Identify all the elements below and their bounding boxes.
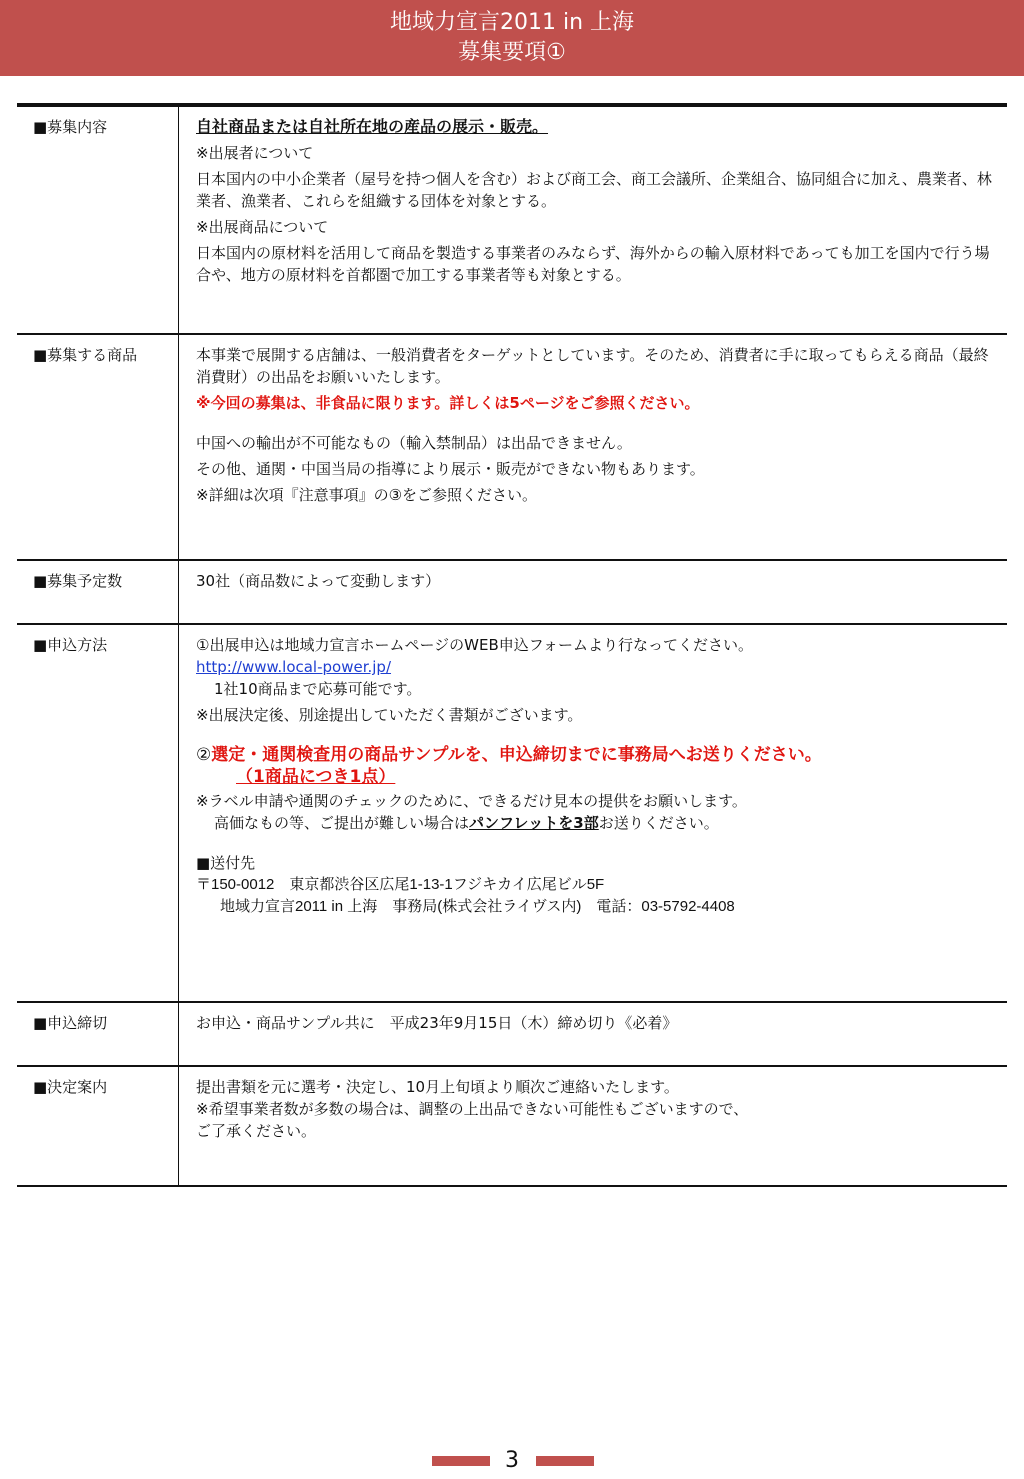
section-heading: 自社商品または自社所在地の産品の展示・販売。 xyxy=(196,117,549,136)
text-line: 提出書類を元に選考・決定し、10月上旬頃より順次ご連絡いたします。 xyxy=(196,1078,679,1096)
text-line: その他、通関・中国当局の指導により展示・販売ができない物もあります。 xyxy=(196,460,705,478)
row-label: ■募集内容 xyxy=(17,107,179,333)
table-row xyxy=(17,335,1007,561)
text-line: ※出展者について xyxy=(196,144,314,162)
text-line: 日本国内の中小企業者（屋号を持つ個人を含む）および商工会、商工会議所、企業組合、協同組合に加え、農業者、林業者、漁業者、これらを組織する団体を対象とする。 xyxy=(196,170,992,210)
text-line: お申込・商品サンプル共に 平成23年9月15日（木）締め切り《必着》 xyxy=(196,1014,678,1032)
table-row xyxy=(17,1003,1007,1067)
row-label: ■募集する商品 xyxy=(17,335,179,559)
row-label: ■募集予定数 xyxy=(17,561,179,623)
row-label: ■決定案内 xyxy=(17,1067,179,1185)
text-line: 1社10商品まで応募可能です。 xyxy=(214,680,422,698)
notice-line: （1商品につき1点） xyxy=(236,767,396,787)
text-line: ※詳細は次項『注意事項』の③をご参照ください。 xyxy=(196,486,538,504)
notice-line: 選定・通関検査用の商品サンプルを、申込締切までに事務局へお送りください。 xyxy=(211,745,822,765)
circled-number: ② xyxy=(196,745,212,765)
text-line: ※出展決定後、別途提出していただく書類がございます。 xyxy=(196,706,583,724)
row-content xyxy=(179,1067,1007,1185)
page-footer xyxy=(0,1448,1024,1478)
text-line: ■送付先 xyxy=(196,854,256,872)
page-header xyxy=(0,0,1024,76)
row-content xyxy=(179,625,1007,1001)
table-row xyxy=(17,625,1007,1003)
address-line: 地域力宣言2011 in 上海 事務局(株式会社ライヴス内) 電話：03-5792-4408 xyxy=(220,898,735,915)
text-fragment: 高価なもの等、ご提出が難しい場合は xyxy=(214,814,470,832)
row-label: ■申込締切 xyxy=(17,1003,179,1065)
text-line: ご了承ください。 xyxy=(196,1122,317,1140)
table-row xyxy=(17,561,1007,625)
header-title: 地域力宣言2011 in 上海 xyxy=(389,10,635,35)
footer-bar-left xyxy=(432,1456,490,1466)
page-number: 3 xyxy=(505,1448,519,1473)
text-line: 中国への輸出が不可能なもの（輸入禁制品）は出品できません。 xyxy=(196,434,632,452)
text-line: 30社（商品数によって変動します） xyxy=(196,572,441,590)
text-line: ※ラベル申請や通関のチェックのために、できるだけ見本の提供をお願いします。 xyxy=(196,792,747,810)
text-line: ※希望事業者数が多数の場合は、調整の上出品できない可能性もございますので、 xyxy=(196,1100,749,1118)
text-line: ①出展申込は地域力宣言ホームページのWEB申込フォームより行なってください。 xyxy=(196,636,754,654)
row-label: ■申込方法 xyxy=(17,625,179,1001)
text-line: ※出展商品について xyxy=(196,218,329,236)
text-line: 日本国内の原材料を活用して商品を製造する事業者のみならず、海外からの輸入原材料であっても加工を国内で行う場合や、地方の原材料を首都圏で加工する事業者等も対象とする。 xyxy=(196,244,990,284)
text-line: 本事業で展開する店舗は、一般消費者をターゲットとしています。そのため、消費者に手に取ってもらえる商品（最終消費財）の出品をお願いいたします。 xyxy=(196,346,989,386)
table-row xyxy=(17,107,1007,335)
row-content xyxy=(179,335,1007,559)
footer-bar-right xyxy=(536,1456,594,1466)
header-subtitle: 募集要項① xyxy=(458,40,566,65)
row-content xyxy=(179,107,1007,333)
website-link[interactable]: http://www.local-power.jp/ xyxy=(196,658,392,676)
requirements-table xyxy=(17,103,1007,1187)
address-line: 〒150-0012 東京都渋谷区広尾1-13-1フジキカイ広尾ビル5F xyxy=(196,876,605,893)
row-content xyxy=(179,1003,1007,1065)
row-content xyxy=(179,561,1007,623)
notice-line: ※今回の募集は、非食品に限ります。詳しくは5ページをご参照ください。 xyxy=(196,394,700,412)
emphasis-text: パンフレットを3部 xyxy=(469,814,599,832)
table-row xyxy=(17,1067,1007,1187)
text-fragment: お送りください。 xyxy=(598,814,719,832)
